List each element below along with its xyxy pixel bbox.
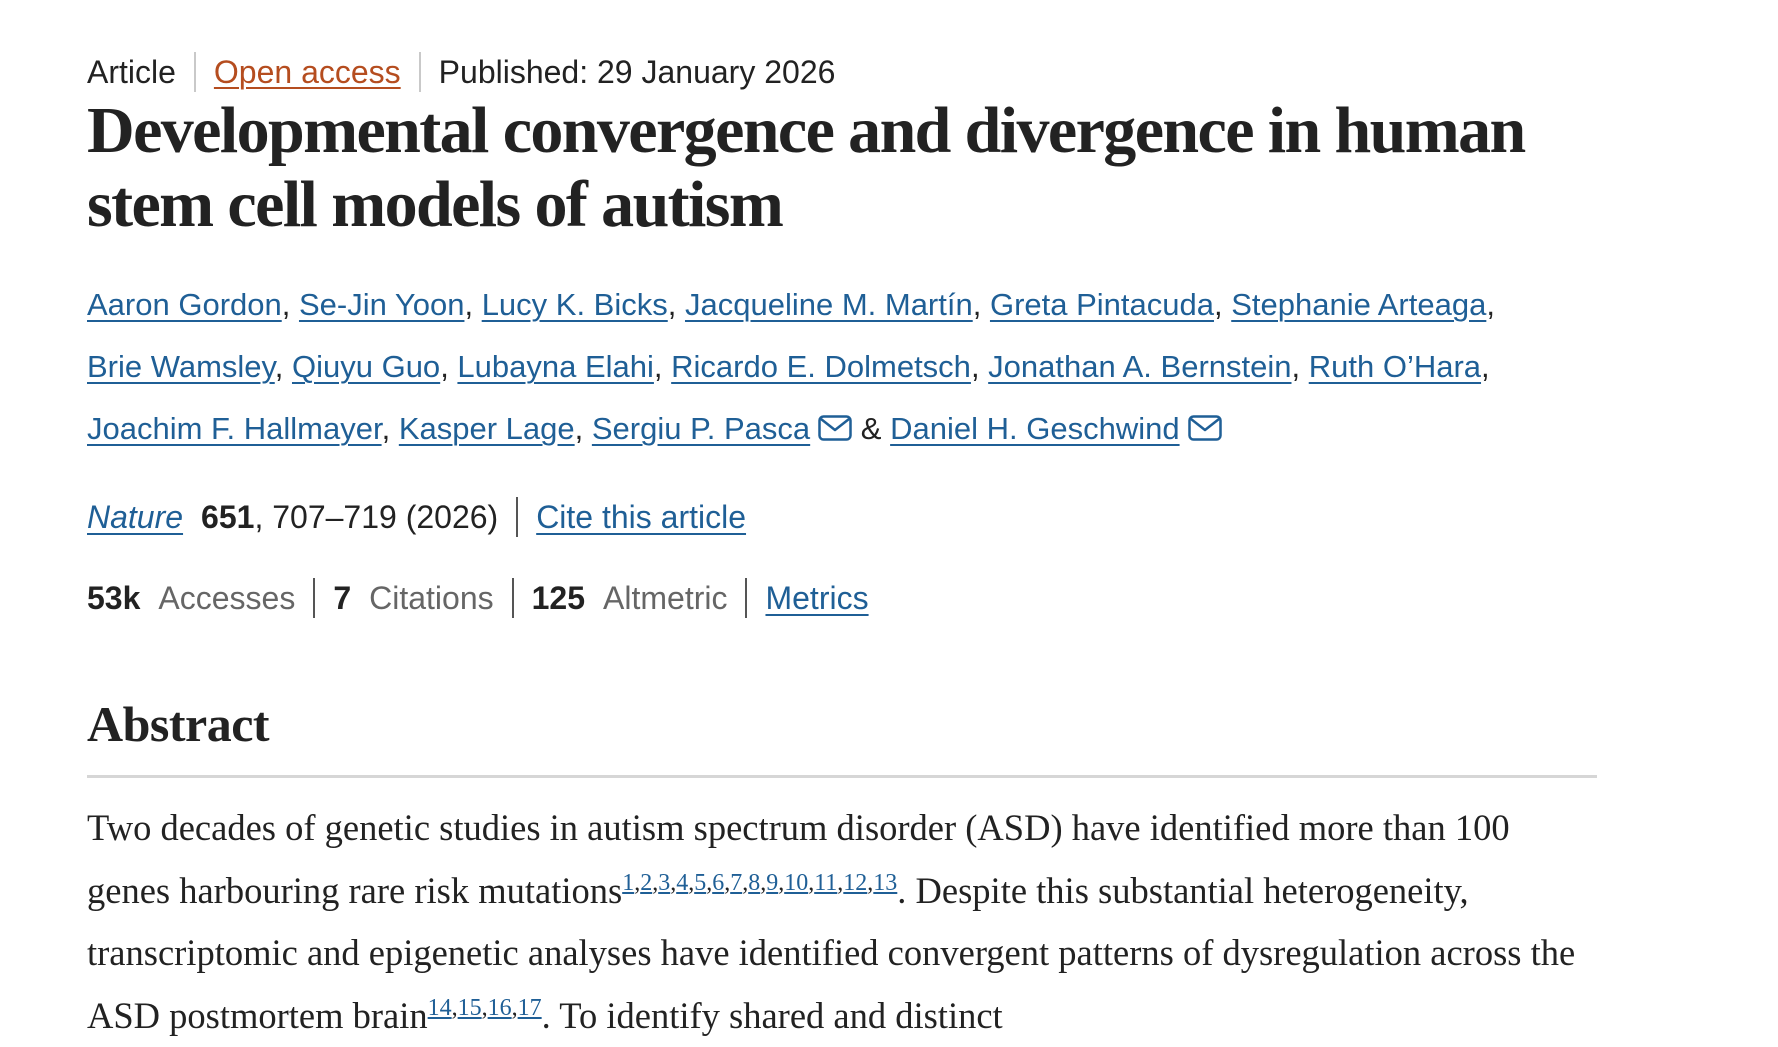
article-stats	[87, 578, 869, 618]
reference-group: 14,15,16,17	[427, 994, 542, 1021]
author-link[interactable]: Aaron Gordon	[87, 287, 282, 322]
reference-link[interactable]: 13	[873, 869, 898, 896]
accesses-label: Accesses	[158, 580, 296, 616]
reference-link[interactable]: 15	[457, 994, 482, 1021]
author-link[interactable]: Lubayna Elahi	[457, 349, 654, 384]
reference-link[interactable]: 11	[814, 869, 838, 896]
stats-divider	[512, 578, 514, 618]
stats-divider	[313, 578, 315, 618]
reference-link[interactable]: 1	[622, 869, 635, 896]
meta-divider	[419, 52, 421, 92]
author-link[interactable]: Greta Pintacuda	[989, 287, 1214, 322]
reference-link[interactable]: 7	[730, 869, 743, 896]
altmetric-score: 125	[531, 580, 586, 616]
author-link[interactable]: Ruth O’Hara	[1308, 349, 1482, 384]
cite-article-link[interactable]: Cite this article	[536, 499, 747, 535]
author-link[interactable]: Kasper Lage	[398, 411, 575, 446]
reference-link[interactable]: 5	[694, 869, 707, 896]
author-link[interactable]: Stephanie Arteaga	[1231, 287, 1487, 322]
reference-link[interactable]: 2	[640, 869, 653, 896]
abstract-text-part: Two decades of genetic studies in autism spectrum disorder (ASD) have identified more than 100 genes harbouring rare risk mutations	[87, 807, 1510, 911]
citations-label: Citations	[369, 580, 494, 616]
reference-link[interactable]: 3	[658, 869, 671, 896]
metrics-link[interactable]: Metrics	[765, 580, 869, 616]
mail-icon[interactable]	[1188, 415, 1222, 441]
altmetric-label: Altmetric	[603, 580, 728, 616]
journal-volume: 651	[201, 499, 255, 535]
abstract-text-part: . Despite this substantial heterogeneity, transcriptomic and epigenetic analyses have identified convergent patterns of dysregulation across the ASD postmortem brain	[87, 869, 1576, 1036]
abstract-heading: Abstract	[87, 696, 270, 752]
abstract-text-part: . To identify shared and distinct	[541, 994, 1003, 1036]
author-ampersand: &	[860, 411, 882, 446]
author-link[interactable]: Daniel H. Geschwind	[890, 411, 1180, 446]
reference-group: 1,2,3,4,5,6,7,8,9,10,11,12,13	[622, 869, 898, 896]
reference-link[interactable]: 6	[712, 869, 725, 896]
reference-link[interactable]: 10	[784, 869, 809, 896]
published-date: Published: 29 January 2026	[438, 54, 836, 90]
journal-link[interactable]: Nature	[87, 499, 184, 535]
reference-link[interactable]: 4	[676, 869, 689, 896]
citation-divider	[516, 497, 518, 537]
author-link[interactable]: Jonathan A. Bernstein	[988, 349, 1292, 384]
reference-link[interactable]: 12	[843, 869, 868, 896]
abstract-body	[87, 797, 1597, 1047]
citations-count: 7	[333, 580, 352, 616]
reference-link[interactable]: 14	[427, 994, 452, 1021]
journal-pages-year: , 707–719 (2026)	[254, 499, 499, 535]
accesses-count: 53k	[87, 580, 141, 616]
meta-divider	[194, 52, 196, 92]
article-title: Developmental convergence and divergence in human stem cell models of autism	[87, 94, 1525, 241]
author-link[interactable]: Ricardo E. Dolmetsch	[671, 349, 971, 384]
abstract-divider	[87, 775, 1597, 778]
reference-link[interactable]: 8	[748, 869, 761, 896]
author-link[interactable]: Joachim F. Hallmayer	[87, 411, 382, 446]
reference-link[interactable]: 9	[766, 869, 779, 896]
author-link[interactable]: Qiuyu Guo	[291, 349, 441, 384]
article-meta	[87, 52, 835, 92]
citation-info	[87, 497, 746, 537]
author-link[interactable]: Lucy K. Bicks	[481, 287, 668, 322]
author-link[interactable]: Jacqueline M. Martín	[684, 287, 973, 322]
mail-icon[interactable]	[818, 415, 852, 441]
author-link[interactable]: Se-Jin Yoon	[298, 287, 465, 322]
author-link[interactable]: Brie Wamsley	[87, 349, 275, 384]
author-list: Aaron Gordon, Se-Jin Yoon, Lucy K. Bicks, Jacqueline M. Martín, Greta Pintacuda, Stephanie Arteaga, Brie Wamsley, Qiuyu Guo, Lubayna Elahi, Ricardo E. Dolmetsch, Jonathan A. Bernstein, Ruth O’Hara, Joachim F. Hallmayer, Kasper Lage, Sergiu P. Pasca & Daniel H. Geschwind	[87, 287, 1495, 446]
article-type: Article	[87, 54, 176, 90]
reference-link[interactable]: 17	[517, 994, 542, 1021]
open-access-link[interactable]: Open access	[213, 54, 401, 90]
stats-divider	[745, 578, 747, 618]
author-link[interactable]: Sergiu P. Pasca	[591, 411, 811, 446]
reference-link[interactable]: 16	[487, 994, 512, 1021]
